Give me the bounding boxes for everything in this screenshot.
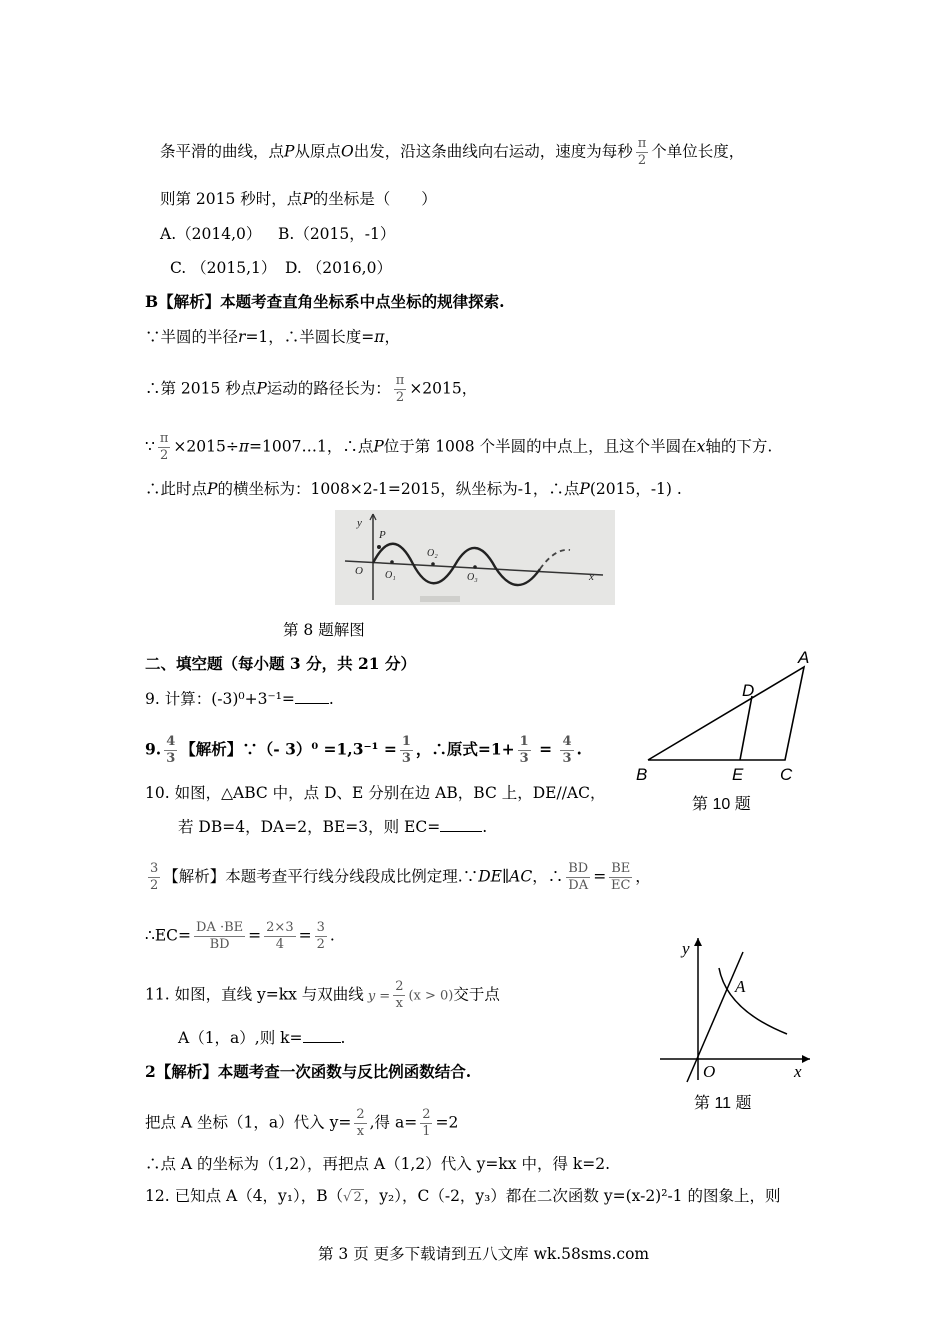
- sol8-line4: ∴此时点P的横坐标为：1008×2-1=2015，纵坐标为-1，∴点P(2015，-1) .: [145, 480, 682, 498]
- fig8-label-o2: O₂: [427, 548, 438, 559]
- figure-11-graph: [655, 930, 815, 1085]
- fig10-label-c: C: [780, 765, 793, 784]
- hyperbola-fraction: $\frac{2}{x}$: [395, 979, 404, 1011]
- q8-line1: 条平滑的曲线，点P从原点O出发，沿这条曲线向右运动，速度为每秒 $\frac{\pi}{2}$ 个单位长度，: [160, 136, 745, 168]
- q10-solution-line1: $\frac{3}{2}$ 【解析】本题考查平行线分线段成比例定理.∵DE∥AC，∴ $\frac{BD}{DA}$ = $\frac{BE}{EC}$ ，: [150, 861, 651, 893]
- q12-line1: 12. 已知点 A（4，y₁），B（√ 2 ，y₂），C（-2，y₃）都在二次函数 y=(x-2)²-1 的图象上，则: [145, 1186, 780, 1208]
- ratio-be-ec: $\frac{BE}{EC}$: [610, 861, 631, 893]
- section-2-title: 二、填空题（每小题 3 分，共 21 分）: [145, 654, 416, 673]
- sol11-line1: 把点 A 坐标（1，a）代入 y= $\frac{2}{x}$ ,得 a= $\frac{2}{1}$ =2: [145, 1107, 459, 1139]
- two-over-x-fraction: $\frac{2}{x}$: [356, 1107, 365, 1139]
- half-pi-fraction: $\frac{\pi}{2}$: [395, 373, 405, 405]
- q10-line1: 10. 如图，△ABC 中，点 D、E 分别在边 AB，BC 上，DE//AC，: [145, 784, 606, 802]
- q10-solution-line2: ∴EC= $\frac{DA \cdot BE}{BD}$ = $\frac{2\times 3}{4}$ = $\frac{3}{2}$ .: [145, 920, 335, 952]
- q11-answer-blank[interactable]: [303, 1028, 341, 1043]
- two-over-one-fraction: $\frac{2}{1}$: [422, 1107, 431, 1139]
- fig8-label-o: O: [355, 565, 363, 577]
- sol8-heading: B【解析】本题考查直角坐标系中点坐标的规律探索.: [145, 292, 505, 311]
- q9-result-fraction: $\frac{4}{3}$: [562, 734, 572, 766]
- one-third-fraction: $\frac{1}{3}$: [519, 734, 529, 766]
- fig8-label-y: y: [357, 517, 362, 529]
- q11-line2: A（1，a）,则 k= .: [178, 1029, 346, 1047]
- sol8-line2: ∴第 2015 秒点P运动的路径长为： $\frac{\pi}{2}$ ×2015，: [145, 373, 478, 405]
- q8-option-a: A.（2014,0）: [160, 225, 262, 243]
- page-footer: 第 3 页 更多下载请到五八文库 wk.58sms.com: [318, 1245, 650, 1263]
- sol11-heading: 2【解析】本题考查一次函数与反比例函数结合.: [145, 1062, 472, 1081]
- fig10-label-b: B: [636, 765, 648, 784]
- q10-answer-blank[interactable]: [440, 817, 482, 832]
- q8-option-c: C. （2015,1）: [170, 259, 277, 277]
- half-pi-fraction: $\frac{\pi}{2}$: [159, 431, 169, 463]
- fig11-label-o: O: [703, 1062, 716, 1081]
- figure-11-caption: 第 11 题: [694, 1095, 752, 1112]
- q11-line1: 11. 如图，直线 y=kx 与双曲线 y = $\frac{2}{x}$ (x > 0)交于点: [145, 979, 500, 1011]
- figure-10-caption: 第 10 题: [692, 796, 751, 813]
- q9-answer-fraction: $\frac{4}{3}$: [166, 734, 176, 766]
- figure-10-triangle: [630, 645, 830, 815]
- speed-fraction: $\frac{\pi}{2}$: [637, 136, 647, 168]
- sol8-line3: ∵ $\frac{\pi}{2}$ ×2015÷π=1007…1，∴点P位于第 1008 个半圆的中点上，且这个半圆在x轴的下方.: [145, 431, 773, 463]
- fig11-label-y: y: [682, 939, 690, 958]
- one-third-fraction: $\frac{1}{3}$: [401, 734, 411, 766]
- q8-option-b: B.（2015，-1）: [278, 225, 396, 243]
- ec-result-fraction: $\frac{3}{2}$: [316, 920, 325, 952]
- figure-8-photo: [335, 510, 615, 605]
- figure-8-caption: 第 8 题解图: [283, 621, 365, 639]
- q10-line2: 若 DB=4，DA=2，BE=3，则 EC= .: [178, 818, 488, 836]
- ratio-bd-da: $\frac{BD}{DA}$: [568, 861, 589, 893]
- fig10-label-a: A: [798, 648, 810, 667]
- sol11-line2: ∴点 A 的坐标为（1,2），再把点 A（1,2）代入 y=kx 中，得 k=2.: [145, 1155, 611, 1173]
- q8-option-d: D. （2016,0）: [285, 259, 392, 277]
- ec-numeric-fraction: $\frac{2\times 3}{4}$: [266, 920, 294, 952]
- fig11-label-a: A: [735, 977, 746, 996]
- sol8-line1: ∵半圆的半径r=1，∴半圆长度=π，: [145, 328, 400, 346]
- q10-answer-fraction: $\frac{3}{2}$: [150, 861, 159, 893]
- fig10-label-d: D: [742, 681, 755, 700]
- q9-solution: 9. $\frac{4}{3}$ 【解析】∵（- 3）⁰ =1,3⁻¹ = $\frac{1}{3}$ ，∴原式=1+ $\frac{1}{3}$ = $\frac{4}{3}$ .: [145, 734, 582, 766]
- q8-line2: 则第 2015 秒时，点P的坐标是（ ）: [160, 190, 437, 208]
- ec-calc-fraction: $\frac{DA \cdot BE}{BD}$: [196, 920, 244, 952]
- fig8-label-x: x: [589, 571, 594, 583]
- fig8-label-o3: O₃: [467, 572, 478, 583]
- fig8-label-p: P: [379, 529, 386, 541]
- fig10-label-e: E: [732, 765, 744, 784]
- fig11-label-x: x: [794, 1062, 802, 1081]
- q9-question: 9. 计算：(-3)⁰+3⁻¹= .: [145, 690, 334, 708]
- q9-answer-blank[interactable]: [295, 689, 329, 704]
- figure-8-graph: [335, 510, 615, 605]
- sqrt-two: √ 2: [343, 1190, 362, 1205]
- fig8-label-o1: O₁: [385, 570, 396, 581]
